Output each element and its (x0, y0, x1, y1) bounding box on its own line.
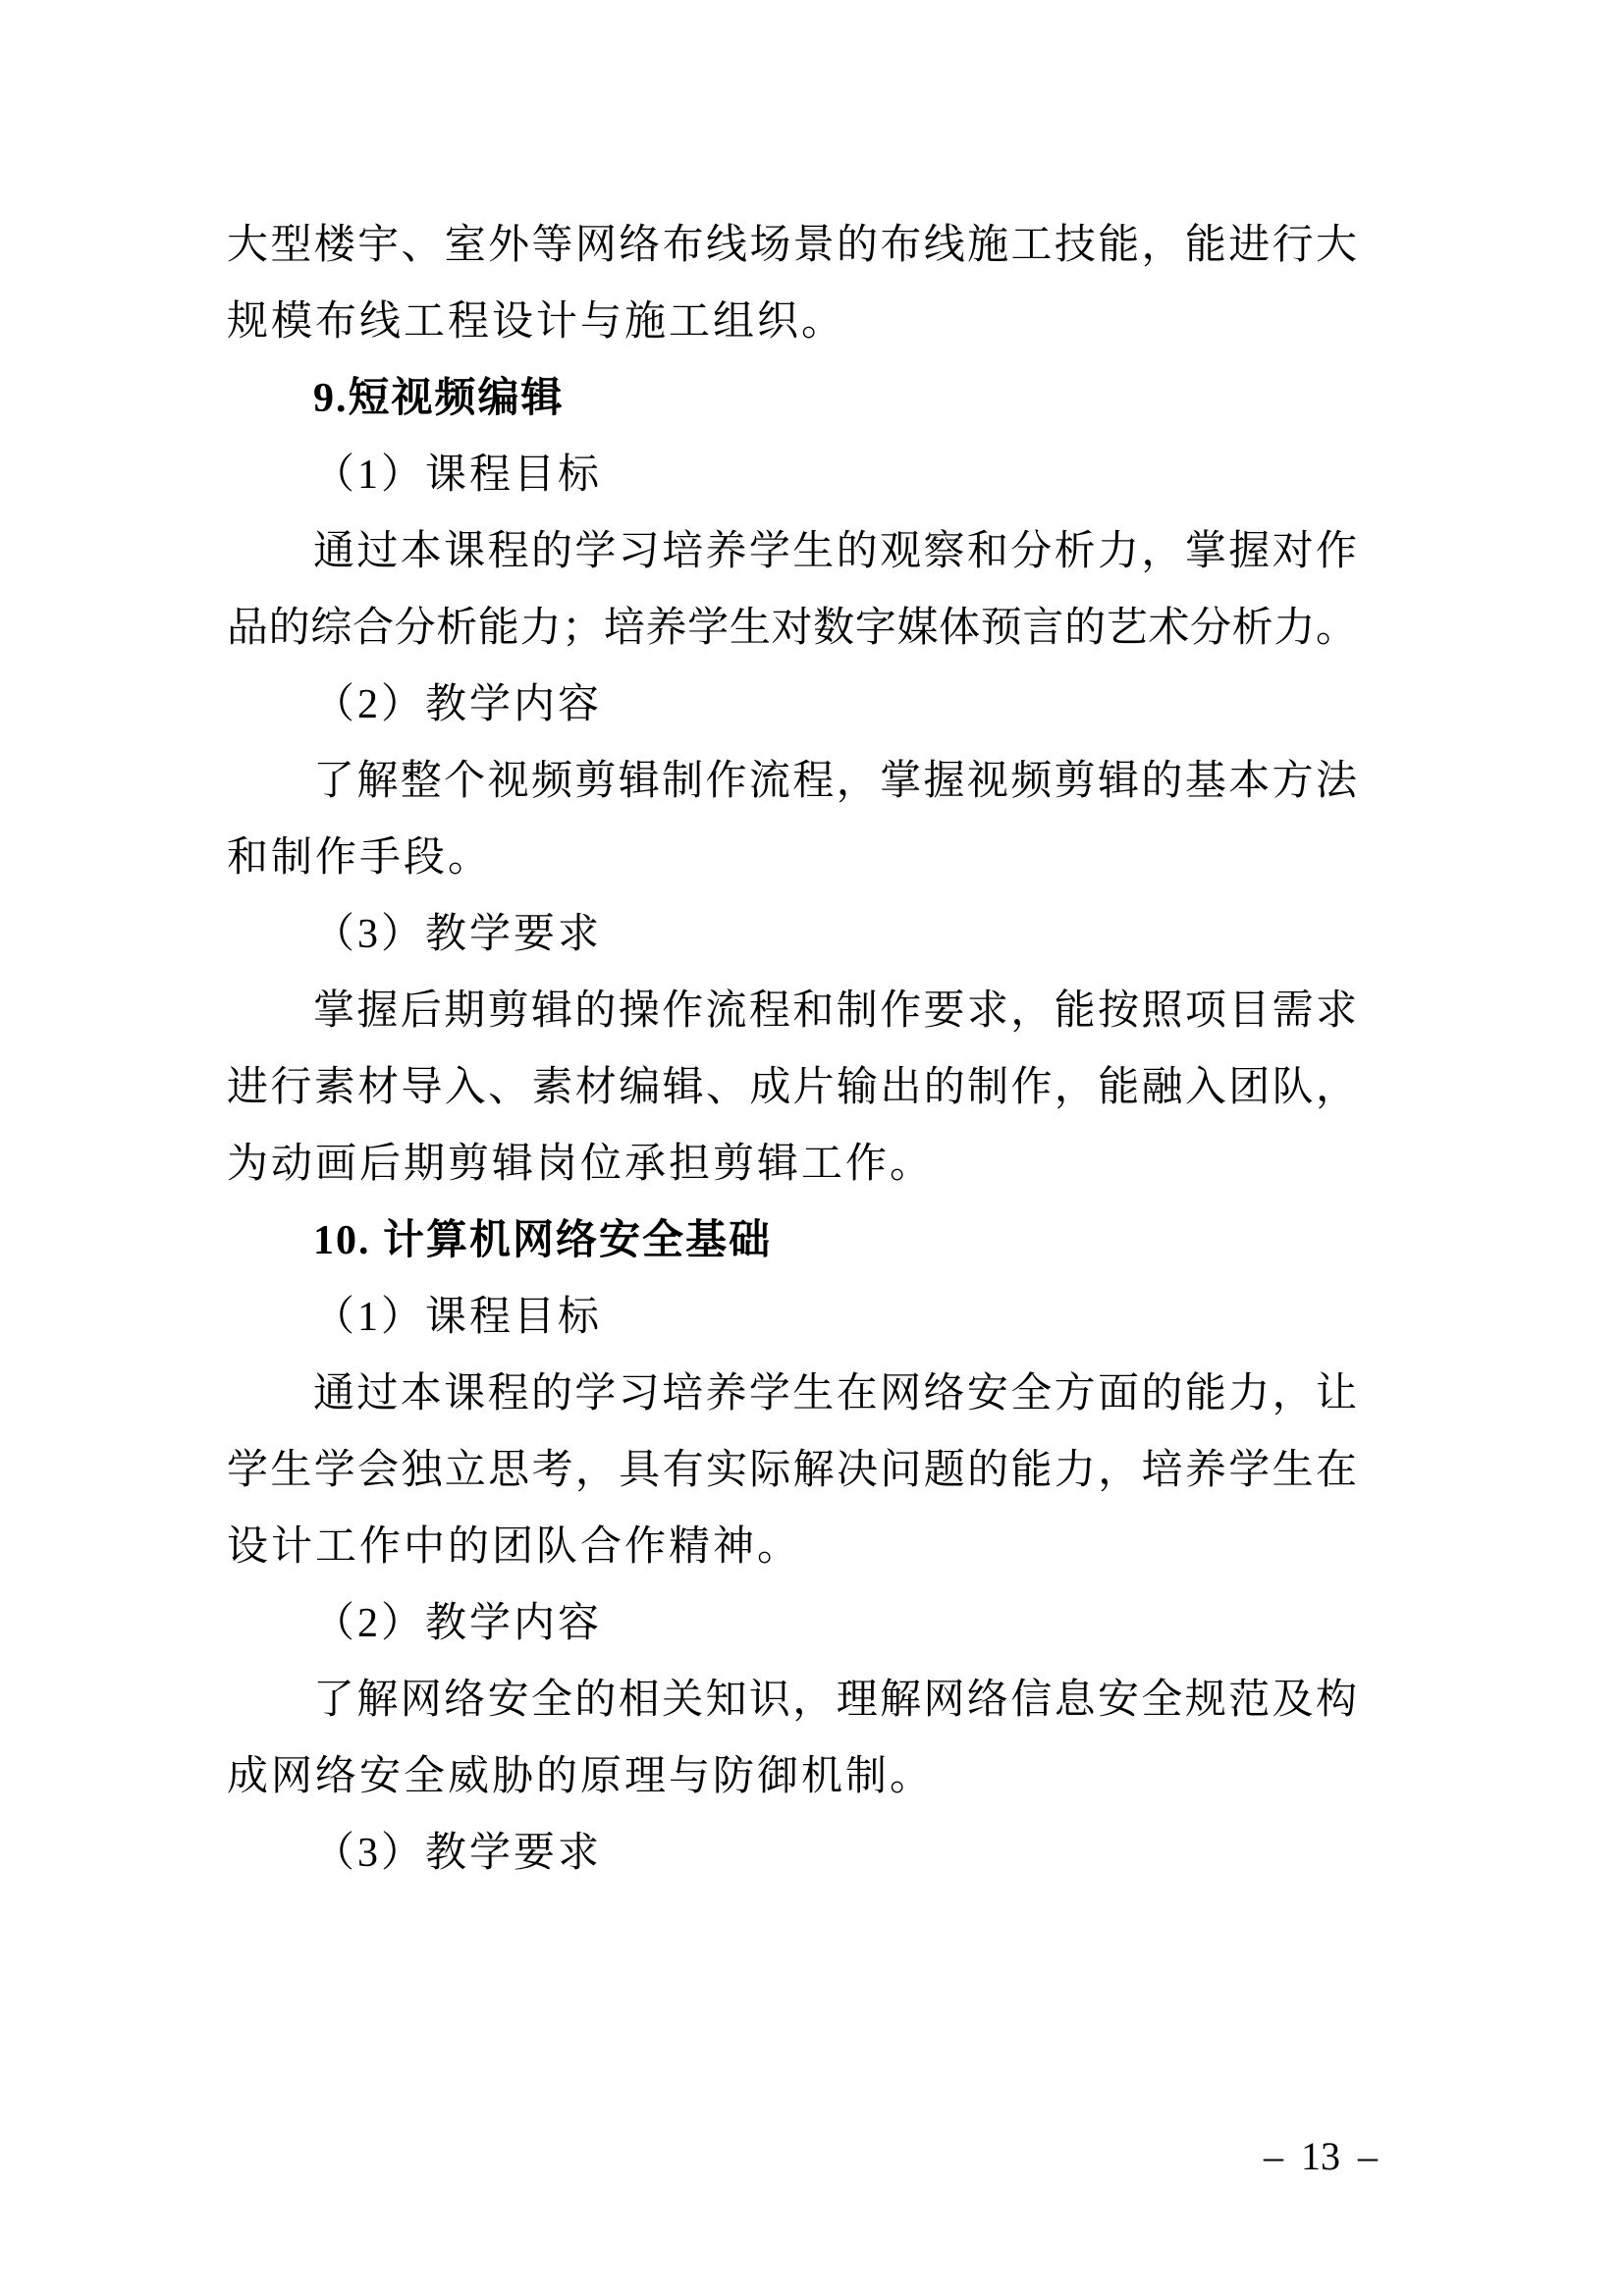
text-block (227, 207, 1357, 1892)
paragraph-line: 了解网络安全的相关知识，理解网络信息安全规范及构 (313, 1678, 1357, 1723)
paragraph-line: （2）教学内容 (313, 1601, 603, 1646)
paragraph-line: 品的综合分析能力；培养学生对数字媒体预言的艺术分析力。 (227, 606, 1357, 651)
page-number: – 13 – (1264, 2134, 1378, 2178)
paragraph-line: 成网络安全威胁的原理与防御机制。 (227, 1754, 935, 1799)
paragraph-line: 规模布线工程设计与施工组织。 (227, 299, 846, 345)
paragraph-line: 大型楼宇、室外等网络布线场景的布线施工技能，能进行大 (227, 223, 1357, 268)
paragraph-line: （3）教学要求 (313, 912, 603, 957)
paragraph-line: 掌握后期剪辑的操作流程和制作要求，能按照项目需求 (313, 988, 1357, 1034)
paragraph-line: 进行素材导入、素材编辑、成片输出的制作，能融入团队， (227, 1065, 1357, 1110)
paragraph-line: 学生学会独立思考，具有实际解决问题的能力，培养学生在 (227, 1448, 1357, 1493)
paragraph-line: （1）课程目标 (313, 453, 603, 498)
paragraph-line: 通过本课程的学习培养学生在网络安全方面的能力，让 (313, 1371, 1357, 1416)
paragraph-line: 通过本课程的学习培养学生的观察和分析力，掌握对作 (313, 529, 1357, 574)
paragraph-line: 和制作手段。 (227, 835, 493, 881)
paragraph-line: （1）课程目标 (313, 1295, 603, 1340)
paragraph-line: 为动画后期剪辑岗位承担剪辑工作。 (227, 1142, 935, 1187)
section-heading: 10. 计算机网络安全基础 (313, 1218, 773, 1263)
section-heading: 9.短视频编辑 (313, 376, 565, 421)
paragraph-line: （2）教学内容 (313, 682, 603, 727)
paragraph-line: 了解整个视频剪辑制作流程，掌握视频剪辑的基本方法 (313, 759, 1357, 804)
paragraph-line: （3）教学要求 (313, 1831, 603, 1876)
paragraph-line: 设计工作中的团队合作精神。 (227, 1524, 802, 1570)
